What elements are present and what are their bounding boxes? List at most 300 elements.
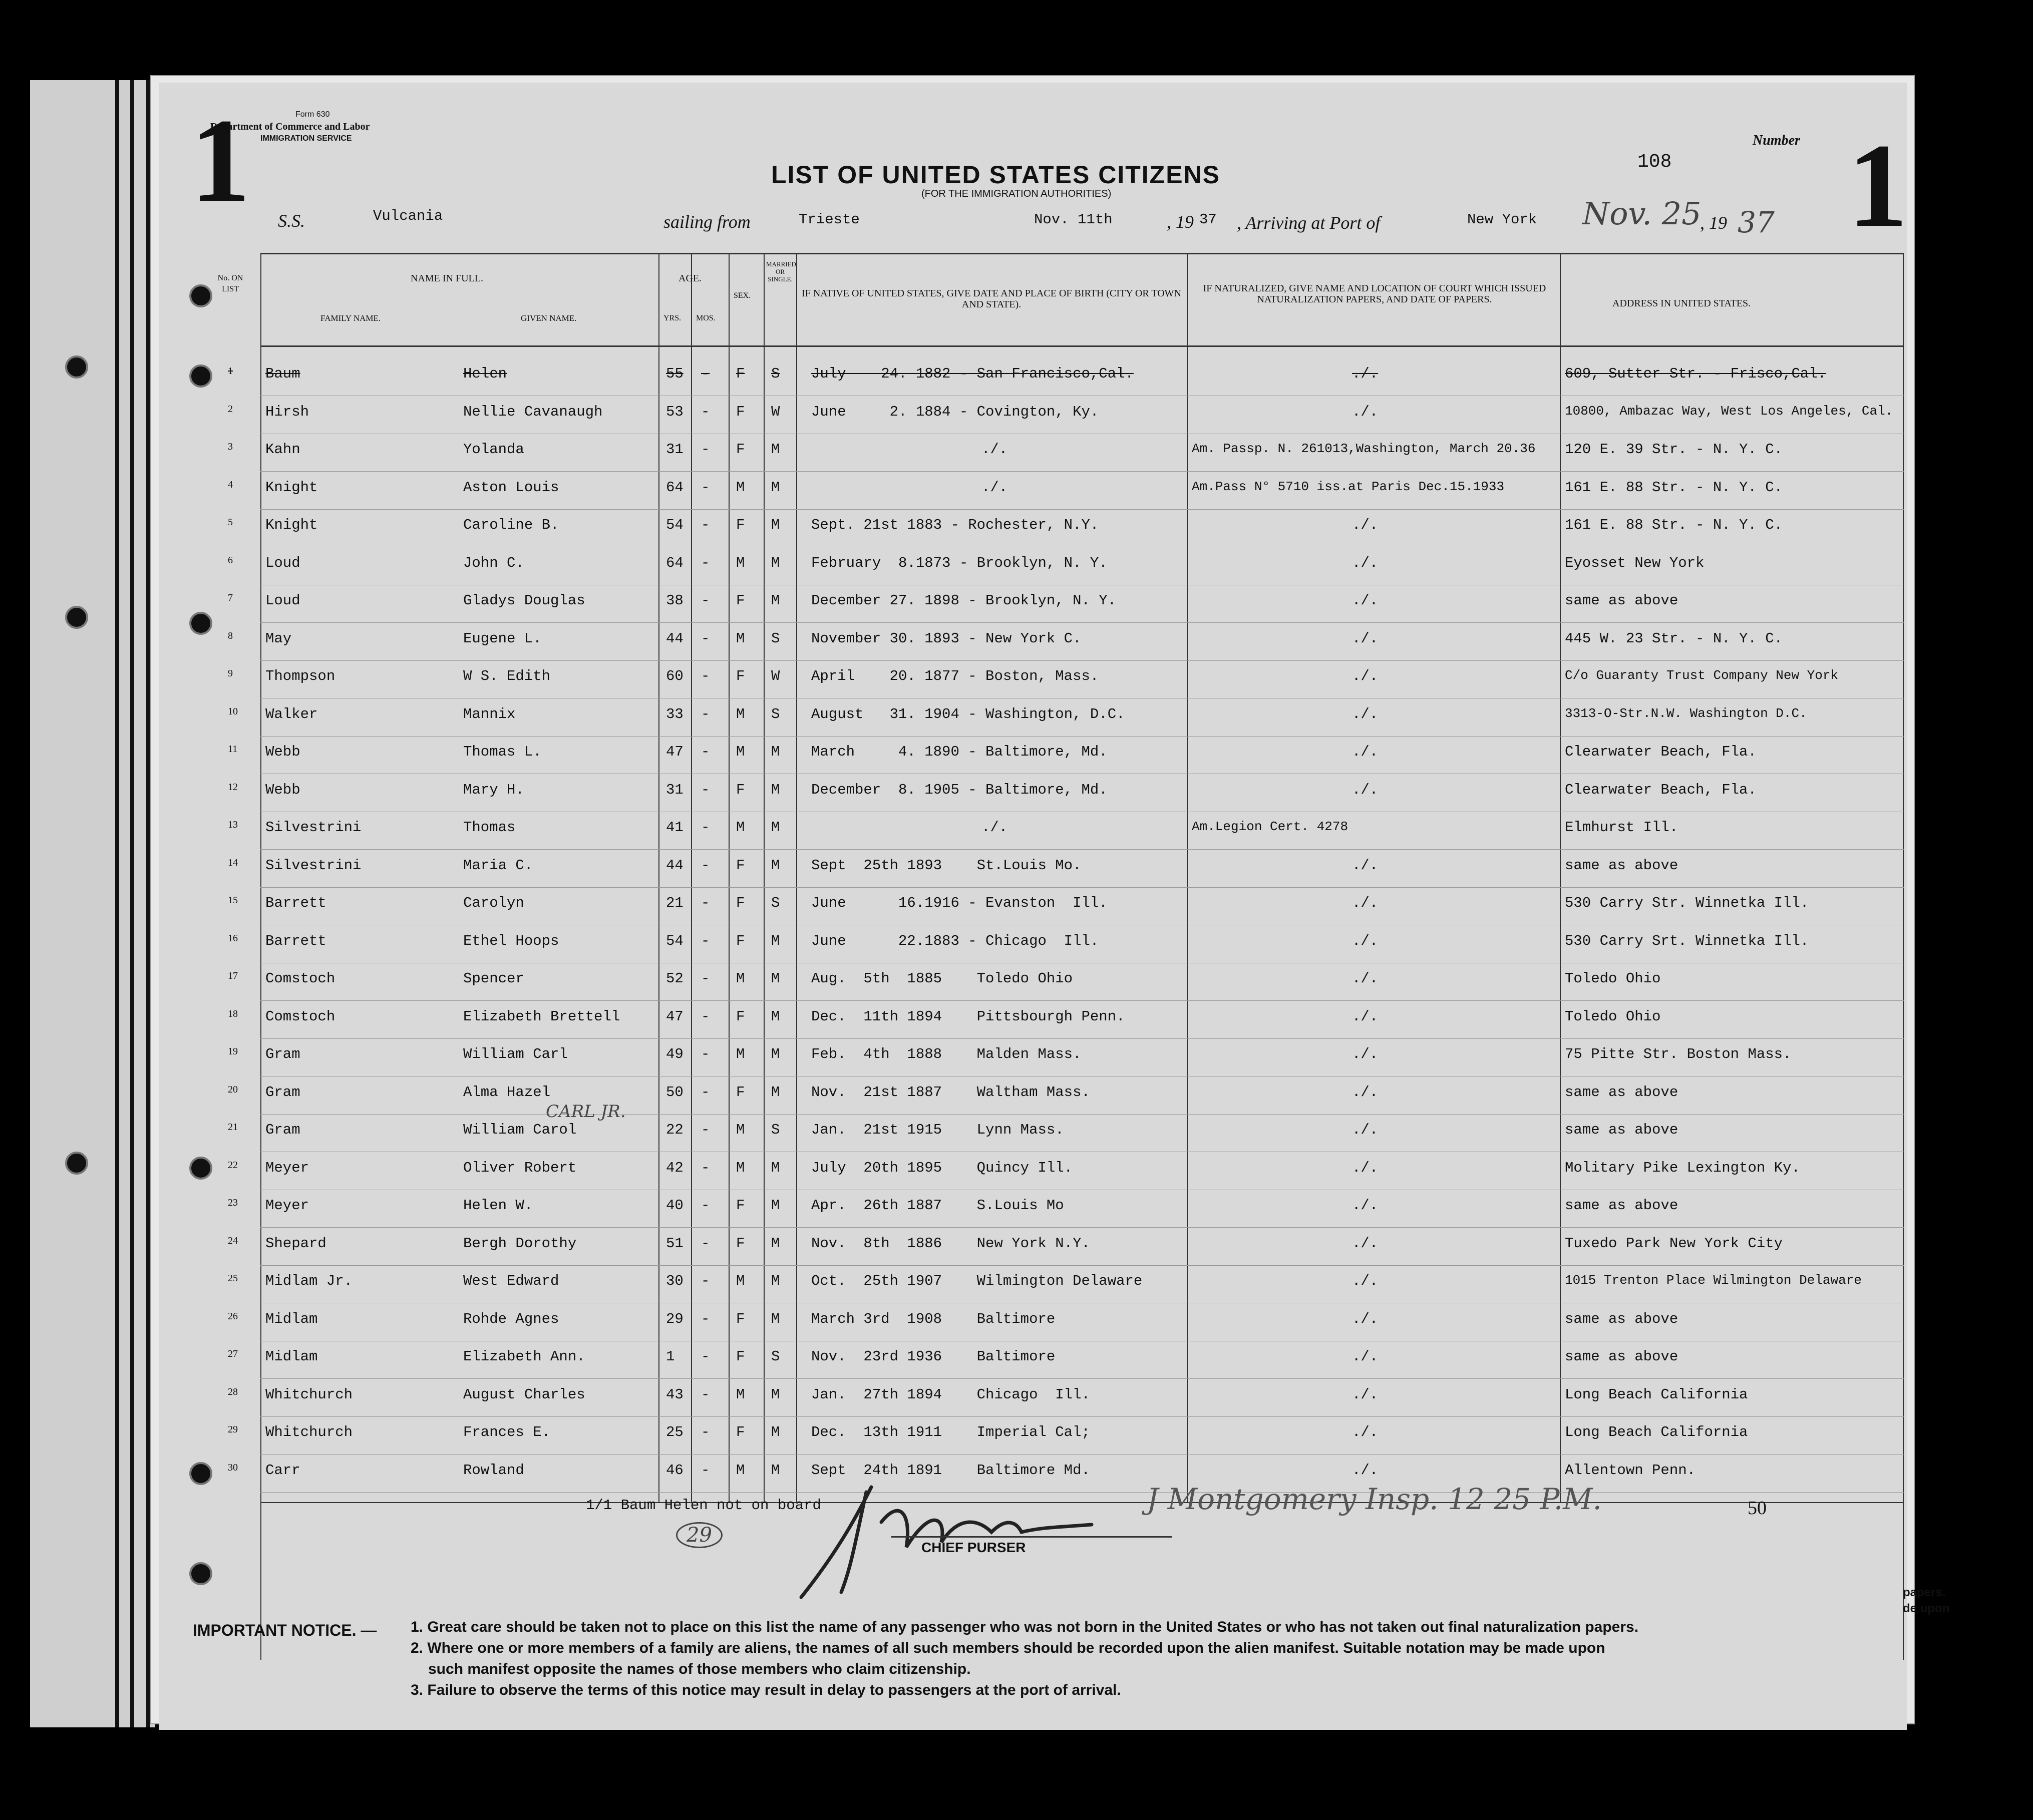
chief-purser-label: CHIEF PURSER	[921, 1540, 1026, 1555]
cell-yrs: 29	[666, 1310, 684, 1327]
cell-birth: Nov. 8th 1886 New York N.Y.	[811, 1235, 1090, 1252]
cell-birth: Dec. 13th 1911 Imperial Cal;	[811, 1424, 1090, 1440]
table-row	[0, 441, 2033, 478]
cell-mos: -	[701, 1424, 710, 1440]
punch-hole	[189, 1562, 212, 1585]
cell-given: Oliver Robert	[463, 1159, 577, 1176]
cell-no: 7	[228, 592, 233, 603]
cell-sex: F	[736, 517, 745, 533]
table-row	[0, 592, 2033, 629]
table-row	[0, 668, 2033, 705]
cell-no: 29	[228, 1424, 238, 1435]
cell-ms: M	[771, 592, 780, 609]
header-family-name: FAMILY NAME.	[320, 313, 381, 323]
cell-sex: M	[736, 970, 745, 987]
cell-ms: M	[771, 932, 780, 949]
cell-birth: June 2. 1884 - Covington, Ky.	[811, 403, 1099, 420]
cell-yrs: 22	[666, 1122, 684, 1138]
cell-addr: same as above	[1565, 857, 1678, 874]
cell-mos: -	[701, 403, 710, 420]
cell-birth: March 3rd 1908 Baltimore	[811, 1310, 1056, 1327]
cell-mos: -	[701, 744, 710, 760]
cell-yrs: 64	[666, 479, 684, 496]
inspector-signature: J Montgomery Insp. 12 25 P.M.	[1147, 1482, 1602, 1516]
cell-no: 25	[228, 1273, 238, 1284]
cell-family: Knight	[265, 479, 318, 496]
cell-no: 16	[228, 932, 238, 944]
cell-mos: -	[701, 554, 710, 571]
cell-yrs: 46	[666, 1462, 684, 1479]
header-no-on-list: No. ON LIST	[217, 274, 243, 293]
cell-family: Kahn	[265, 441, 300, 458]
cell-yrs: 1	[666, 1348, 675, 1365]
cell-nat: Am. Passp. N. 261013,Washington, March 20.36	[1192, 441, 1536, 456]
port-to: New York	[1467, 211, 1537, 228]
table-row	[0, 404, 2033, 441]
cell-no: 14	[228, 857, 238, 868]
notice-item-2a: 2. Where one or more members of a family are aliens, the names of all such members should be recorded upon the alien manifest. Suitable notation may be made upon	[411, 1640, 1605, 1656]
cell-ms: M	[771, 1273, 780, 1289]
cell-yrs: 25	[666, 1424, 684, 1440]
cell-sex: F	[736, 668, 745, 684]
table-row	[0, 1348, 2033, 1385]
cell-addr: Clearwater Beach, Fla.	[1565, 781, 1757, 798]
cell-ms: M	[771, 970, 780, 987]
cell-family: Loud	[265, 554, 300, 571]
cell-ms: M	[771, 819, 780, 836]
cell-nat: ./.	[1352, 1273, 1379, 1289]
cell-birth: Oct. 25th 1907 Wilmington Delaware	[811, 1273, 1143, 1289]
cell-mos: -	[701, 1386, 710, 1403]
table-row	[0, 706, 2033, 743]
cell-no: 28	[228, 1386, 238, 1397]
cell-addr: C/o Guaranty Trust Company New York	[1565, 668, 1839, 683]
cell-no: 4	[228, 479, 233, 490]
cell-birth: Jan. 27th 1894 Chicago Ill.	[811, 1386, 1090, 1403]
cell-sex: F	[736, 403, 745, 420]
cell-ms: M	[771, 1386, 780, 1403]
cell-sex: M	[736, 1159, 745, 1176]
cell-addr: 161 E. 88 Str. - N. Y. C.	[1565, 479, 1783, 496]
cell-sex: F	[736, 857, 745, 874]
cell-birth: Aug. 5th 1885 Toledo Ohio	[811, 970, 1073, 987]
cell-mos: -	[701, 1348, 710, 1365]
notice-label: IMPORTANT NOTICE. —	[193, 1621, 377, 1639]
header-bottom-rule	[260, 345, 1904, 347]
arrival-date-handwritten: Nov. 25	[1582, 195, 1702, 232]
cell-yrs: 53	[666, 403, 684, 420]
cell-no: 22	[228, 1159, 238, 1171]
cell-family: Webb	[265, 781, 300, 798]
cell-family: Webb	[265, 744, 300, 760]
cell-birth: ./.	[981, 479, 1008, 496]
cell-family: Meyer	[265, 1159, 309, 1176]
cell-given: Mannix	[463, 705, 516, 722]
cell-given: Caroline B.	[463, 517, 559, 533]
cell-ms: W	[771, 668, 780, 684]
table-row	[0, 1160, 2033, 1197]
cell-family: Loud	[265, 592, 300, 609]
cell-sex: F	[736, 1424, 745, 1440]
cell-mos: -	[701, 857, 710, 874]
cell-birth: Apr. 26th 1887 S.Louis Mo	[811, 1197, 1064, 1214]
cell-ms: M	[771, 1083, 780, 1101]
table-row	[0, 1046, 2033, 1083]
cell-mos: -	[701, 479, 710, 496]
cell-sex: F	[736, 1310, 745, 1327]
not-on-board-note: 1/1 Baum Helen not on board	[586, 1497, 821, 1514]
cell-no: 18	[228, 1008, 238, 1019]
cell-given: Gladys Douglas	[463, 592, 585, 609]
cell-addr: 120 E. 39 Str. - N. Y. C.	[1565, 441, 1783, 458]
cell-yrs: 49	[666, 1046, 684, 1062]
cell-sex: M	[736, 1386, 745, 1403]
cell-no: 20	[228, 1083, 238, 1095]
cell-ms: M	[771, 517, 780, 533]
table-row	[0, 1122, 2033, 1159]
cell-sex: M	[736, 479, 745, 496]
cell-addr: same as above	[1565, 1083, 1678, 1101]
cell-family: Knight	[265, 517, 318, 533]
cell-nat: ./.	[1352, 1008, 1379, 1025]
cell-given: Rowland	[463, 1462, 524, 1479]
cell-nat: ./.	[1352, 744, 1379, 760]
cell-ms: M	[771, 1310, 780, 1327]
cell-addr: same as above	[1565, 592, 1678, 609]
cell-birth: Sept 24th 1891 Baltimore Md.	[811, 1462, 1090, 1479]
cell-addr: Tuxedo Park New York City	[1565, 1235, 1783, 1252]
cell-ms: S	[771, 366, 780, 382]
header-sex: SEX.	[734, 291, 751, 300]
cell-sex: F	[736, 895, 745, 911]
cell-family: Shepard	[265, 1235, 326, 1252]
cell-mos: -	[701, 592, 710, 609]
document-title: LIST OF UNITED STATES CITIZENS	[771, 161, 1221, 189]
header-name-in-full: NAME IN FULL.	[411, 273, 483, 284]
cell-nat: ./.	[1352, 1197, 1379, 1214]
service-name: IMMIGRATION SERVICE	[260, 134, 352, 143]
cell-yrs: 38	[666, 592, 684, 609]
cell-given: Carolyn	[463, 895, 524, 911]
cell-birth: June 16.1916 - Evanston Ill.	[811, 895, 1108, 911]
cell-family: Carr	[265, 1462, 300, 1479]
cell-birth: February 8.1873 - Brooklyn, N. Y.	[811, 554, 1108, 571]
table-row	[0, 1424, 2033, 1461]
cell-birth: Jan. 21st 1915 Lynn Mass.	[811, 1122, 1064, 1138]
cell-no: 24	[228, 1235, 238, 1246]
cell-nat: ./.	[1352, 1310, 1379, 1327]
form-number: Form 630	[295, 110, 330, 119]
sailing-date: Nov. 11th	[1034, 211, 1113, 228]
port-from: Trieste	[799, 211, 860, 228]
cell-mos: -	[701, 819, 710, 836]
cell-sex: M	[736, 554, 745, 571]
cell-yrs: 50	[666, 1083, 684, 1101]
cell-given: Frances E.	[463, 1424, 551, 1440]
cell-yrs: 33	[666, 705, 684, 722]
cell-no: 23	[228, 1197, 238, 1208]
table-row	[0, 857, 2033, 894]
table-row	[0, 895, 2033, 932]
cell-ms: M	[771, 781, 780, 798]
cell-addr: 609, Sutter Str. - Frisco,Cal.	[1565, 366, 1827, 382]
cell-ms: M	[771, 1159, 780, 1176]
cell-birth: March 4. 1890 - Baltimore, Md.	[811, 744, 1108, 760]
table-row	[0, 366, 2033, 403]
cell-nat: ./.	[1352, 1083, 1379, 1101]
cell-sex: F	[736, 592, 745, 609]
cell-family: Comstoch	[265, 1008, 335, 1025]
cell-addr: Clearwater Beach, Fla.	[1565, 744, 1757, 760]
cell-mos: -	[701, 1159, 710, 1176]
number-label: Number	[1753, 133, 1800, 148]
header-married-single: MARRIED OR SINGLE.	[766, 260, 796, 283]
cell-addr: Molitary Pike Lexington Ky.	[1565, 1159, 1800, 1176]
cell-mos: -	[701, 932, 710, 949]
cell-addr: same as above	[1565, 1122, 1678, 1138]
cell-addr: Allentown Penn.	[1565, 1462, 1696, 1479]
cell-yrs: 44	[666, 630, 684, 647]
cell-birth: Sept 25th 1893 St.Louis Mo.	[811, 857, 1082, 874]
cell-yrs: 31	[666, 441, 684, 458]
cell-given: Nellie Cavanaugh	[463, 403, 603, 420]
cell-given: Ethel Hoops	[463, 932, 559, 949]
cell-nat: Am.Legion Cert. 4278	[1192, 819, 1348, 834]
cell-sex: F	[736, 366, 745, 382]
cell-addr: 10800, Ambazac Way, West Los Angeles, Cal.	[1565, 403, 1893, 419]
cell-sex: M	[736, 1273, 745, 1289]
header-given-name: GIVEN NAME.	[521, 313, 577, 323]
cell-addr: Long Beach California	[1565, 1386, 1748, 1403]
cell-mos: -	[701, 970, 710, 987]
cell-no: 8	[228, 630, 233, 641]
cell-mos: -	[701, 366, 710, 382]
cell-ms: M	[771, 1235, 780, 1252]
header-age: AGE.	[679, 273, 702, 284]
cell-mos: -	[701, 668, 710, 684]
cell-nat: ./.	[1352, 1122, 1379, 1138]
cell-yrs: 47	[666, 1008, 684, 1025]
cell-no: 21	[228, 1122, 238, 1133]
cell-given: William Carl	[463, 1046, 568, 1062]
cell-no: 11	[228, 744, 238, 755]
cell-family: Gram	[265, 1046, 300, 1062]
year: 37	[1199, 211, 1217, 228]
cell-yrs: 44	[666, 857, 684, 874]
cell-yrs: 64	[666, 554, 684, 571]
punch-hole	[189, 284, 212, 307]
cell-sex: F	[736, 781, 745, 798]
cell-nat: ./.	[1352, 554, 1379, 571]
cell-no: 1	[228, 366, 233, 377]
cell-family: Whitchurch	[265, 1424, 353, 1440]
cell-mos: -	[701, 1083, 710, 1101]
cell-sex: F	[736, 1235, 745, 1252]
cell-nat: ./.	[1352, 1348, 1379, 1365]
cell-nat: ./.	[1352, 932, 1379, 949]
cell-mos: -	[701, 705, 710, 722]
cell-family: Silvestrini	[265, 857, 362, 874]
cell-family: Whitchurch	[265, 1386, 353, 1403]
cell-addr: 161 E. 88 Str. - N. Y. C.	[1565, 517, 1783, 533]
cell-nat: ./.	[1352, 857, 1379, 874]
cell-addr: Toledo Ohio	[1565, 970, 1661, 987]
table-row	[0, 1197, 2033, 1234]
table-row	[0, 517, 2033, 554]
cell-no: 27	[228, 1348, 238, 1359]
table-row	[0, 630, 2033, 667]
cell-mos: -	[701, 630, 710, 647]
cell-birth: June 22.1883 - Chicago Ill.	[811, 932, 1099, 949]
cell-yrs: 40	[666, 1197, 684, 1214]
cell-given: Alma Hazel	[463, 1083, 551, 1101]
cell-nat: ./.	[1352, 403, 1379, 420]
table-row	[0, 744, 2033, 781]
cell-sex: M	[736, 1046, 745, 1062]
cell-no: 6	[228, 554, 233, 566]
cell-ms: S	[771, 705, 780, 722]
table-row	[0, 1235, 2033, 1272]
cell-mos: -	[701, 1235, 710, 1252]
cell-ms: M	[771, 1424, 780, 1440]
cell-nat: ./.	[1352, 1462, 1379, 1479]
sheet-number-left: 1	[190, 94, 250, 227]
cell-sex: F	[736, 1008, 745, 1025]
cell-addr: Long Beach California	[1565, 1424, 1748, 1440]
passenger-total: 50	[1748, 1498, 1767, 1519]
cell-yrs: 52	[666, 970, 684, 987]
cell-addr: 1015 Trenton Place Wilmington Delaware	[1565, 1273, 1862, 1288]
cell-nat: Am.Pass N° 5710 iss.at Paris Dec.15.1933	[1192, 479, 1505, 494]
cell-sex: M	[736, 630, 745, 647]
cell-ms: M	[771, 744, 780, 760]
cell-no: 9	[228, 668, 233, 679]
cell-family: Meyer	[265, 1197, 309, 1214]
cell-given: John C.	[463, 554, 524, 571]
cell-birth: December 8. 1905 - Baltimore, Md.	[811, 781, 1108, 798]
cell-birth: July 24. 1882 - San Francisco,Cal.	[811, 366, 1134, 382]
cell-family: May	[265, 630, 292, 647]
cell-no: 13	[228, 819, 238, 830]
handwritten-carl-jr: CARL JR.	[546, 1102, 626, 1122]
cell-no: 10	[228, 705, 238, 717]
cell-nat: ./.	[1352, 366, 1379, 382]
document-subtitle: (FOR THE IMMIGRATION AUTHORITIES)	[921, 188, 1112, 199]
cell-ms: M	[771, 441, 780, 458]
cell-family: Gram	[265, 1122, 300, 1138]
cell-birth: Nov. 21st 1887 Waltham Mass.	[811, 1083, 1090, 1101]
cell-ms: S	[771, 630, 780, 647]
cell-ms: M	[771, 1462, 780, 1479]
cell-given: Elizabeth Brettell	[463, 1008, 620, 1025]
margin-text-right: papers. de upon	[1903, 1586, 1950, 1615]
cell-yrs: 30	[666, 1273, 684, 1289]
cell-family: Silvestrini	[265, 819, 362, 836]
cell-yrs: 55	[666, 366, 684, 382]
cell-no: 15	[228, 895, 238, 906]
cell-family: Barrett	[265, 932, 326, 949]
department-name: Department of Commerce and Labor	[210, 121, 370, 132]
cell-nat: ./.	[1352, 1159, 1379, 1176]
table-top-rule	[260, 253, 1904, 254]
table-row	[0, 1311, 2033, 1348]
cell-addr: Toledo Ohio	[1565, 1008, 1661, 1025]
cell-ms: M	[771, 479, 780, 496]
cell-no: 2	[228, 403, 233, 415]
cell-ms: M	[771, 857, 780, 874]
arriving-label: , Arriving at Port of	[1237, 213, 1381, 233]
cell-birth: November 30. 1893 - New York C.	[811, 630, 1082, 647]
cell-given: West Edward	[463, 1273, 559, 1289]
cell-yrs: 47	[666, 744, 684, 760]
cell-mos: -	[701, 1462, 710, 1479]
cell-family: Gram	[265, 1083, 300, 1101]
cell-family: Midlam	[265, 1310, 318, 1327]
cell-family: Baum	[265, 366, 300, 382]
notice-item-3: 3. Failure to observe the terms of this notice may result in delay to passengers at the port of arrival.	[411, 1682, 1121, 1698]
header-naturalized: IF NATURALIZED, GIVE NAME AND LOCATION OF COURT WHICH ISSUED NATURALIZATION PAPERS, AND DATE OF PAPERS.	[1203, 283, 1546, 305]
cell-nat: ./.	[1352, 1424, 1379, 1440]
cell-ms: W	[771, 403, 780, 420]
cell-yrs: 60	[666, 668, 684, 684]
cell-ms: M	[771, 1008, 780, 1025]
header-address: ADDRESS IN UNITED STATES.	[1612, 298, 1751, 309]
arrival-year-handwritten: 37	[1738, 205, 1775, 239]
cell-sex: M	[736, 744, 745, 760]
cell-yrs: 51	[666, 1235, 684, 1252]
cell-mos: -	[701, 1310, 710, 1327]
cell-addr: 445 W. 23 Str. - N. Y. C.	[1565, 630, 1783, 647]
cell-birth: Dec. 11th 1894 Pittsbourgh Penn.	[811, 1008, 1125, 1025]
table-row	[0, 1273, 2033, 1310]
cell-given: William Carol	[463, 1122, 577, 1138]
cell-given: Thomas	[463, 819, 516, 836]
sheet-number-right: 1	[1848, 119, 1908, 252]
cell-nat: ./.	[1352, 517, 1379, 533]
cell-no: 12	[228, 781, 238, 793]
cell-given: Spencer	[463, 970, 524, 987]
cell-birth: December 27. 1898 - Brooklyn, N. Y.	[811, 592, 1117, 609]
cell-mos: -	[701, 1046, 710, 1062]
cell-ms: S	[771, 1348, 780, 1365]
cell-birth: July 20th 1895 Quincy Ill.	[811, 1159, 1073, 1176]
cell-ms: M	[771, 1197, 780, 1214]
table-row	[0, 933, 2033, 970]
cell-ms: M	[771, 554, 780, 571]
table-row	[0, 1386, 2033, 1423]
cell-birth: Sept. 21st 1883 - Rochester, N.Y.	[811, 517, 1099, 533]
cell-yrs: 54	[666, 932, 684, 949]
cell-no: 3	[228, 441, 233, 452]
cell-nat: ./.	[1352, 1046, 1379, 1062]
table-row	[0, 1008, 2033, 1045]
notice-item-2b: such manifest opposite the names of those members who claim citizenship.	[428, 1661, 971, 1677]
ship-name: Vulcania	[373, 208, 443, 224]
cell-mos: -	[701, 1122, 710, 1138]
cell-addr: same as above	[1565, 1310, 1678, 1327]
cell-given: Thomas L.	[463, 744, 542, 760]
cell-ms: M	[771, 1046, 780, 1062]
cell-family: Hirsh	[265, 403, 309, 420]
cell-given: Helen	[463, 366, 507, 382]
cell-family: Barrett	[265, 895, 326, 911]
cell-mos: -	[701, 517, 710, 533]
cell-sex: M	[736, 1122, 745, 1138]
cell-birth: August 31. 1904 - Washington, D.C.	[811, 705, 1125, 722]
header-mos: MOS.	[696, 314, 716, 322]
signature-line	[891, 1536, 1172, 1538]
cell-mos: -	[701, 895, 710, 911]
